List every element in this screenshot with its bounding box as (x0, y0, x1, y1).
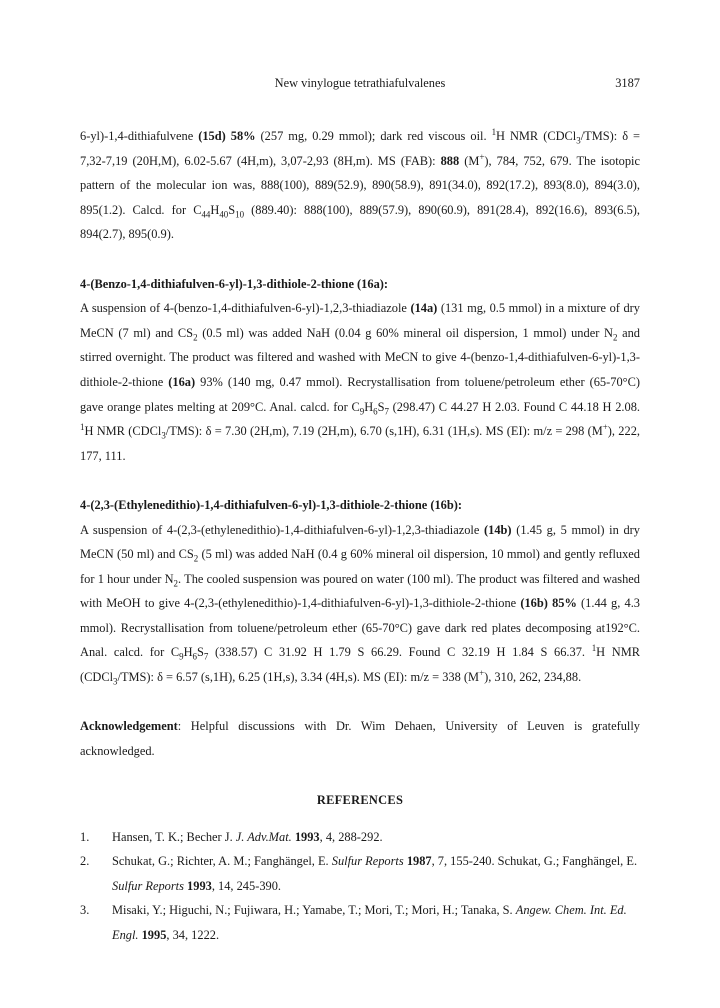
references-title: REFERENCES (316, 793, 404, 808)
reference-item: 1. Hansen, T. K.; Becher J. J. Adv.Mat. 1993, 4, 288-292. (80, 829, 383, 844)
paragraph-16a: A suspension of 4-(benzo-1,4-dithiafulven-6-yl)-1,2,3-thiadiazole (14a) (131 mg, 0.5 mmol) in a mixture of dry MeCN (7 ml) and $CS_2$ (0.5 ml) was added NaH (0.04 g 60% mineral oil dispersion, 1 mmol) under $N_2$ and stirred overnight. The product was filtered and washed with MeCN to give 4-(benzo-1,4-dithiafulven-6-yl)-1,3-dithiole-2-thione (16a) 93% (140 mg, 0.47 mmol). Recrystallisation from toluene/petroleum ether (65-70°C) gave orange plates melting at 209°C. Anal. calcd. for $C_9H_6S_7$ (298.47) C 44.27 H 2.03. Found C 44.18 H 2.08. $^1$H NMR (CDCl$_3$/TMS): δ = 7.30 (2H,m), 7.19 (2H,m), 6.70 (s,1H), 6.31 (1H,s). MS (EI): m/z = 298 (M+), 222, 177, 111. (80, 301, 640, 463)
heading-16b: 4-(2,3-(Ethylenedithio)-1,4-dithiafulven-6-yl)-1,3-dithiole-2-thione (16b): (80, 497, 463, 512)
page-number: 3187 (615, 76, 640, 90)
reference-item: 3. Misaki, Y.; Higuchi, N.; Fujiwara, H.; Yamabe, T.; Mori, T.; Mori, H.; Tanaka, S. Angew. Chem. Int. Ed. Engl. 1995, 34, 1222. (80, 903, 627, 942)
heading-16a: 4-(Benzo-1,4-dithiafulven-6-yl)-1,3-dithiole-2-thione (16a): (80, 276, 389, 291)
paragraph-16b: A suspension of 4-(2,3-(ethylenedithio)-1,4-dithiafulven-6-yl)-1,2,3-thiadiazole (14b) (1.45 g, 5 mmol) in dry MeCN (50 ml) and $CS_2$ (5 ml) was added NaH (0.4 g 60% mineral oil dispersion, 10 mmol) and gently refluxed for 1 hour under $N_2$. The cooled suspension was poured on water (100 ml). The product was filtered and washed with MeOH to give 4-(2,3-(ethylenedithio)-1,4-dithiafulven-6-yl)-1,3-dithiole-2-thione (16b) 85% (1.44 g, 4.3 mmol). Recrystallisation from toluene/petroleum ether (65-70°C) gave dark red plates decomposing at192°C. Anal. calcd. for $C_9H_6S_7$ (338.57) C 31.92 H 1.79 S 66.29. Found C 32.19 H 1.84 S 66.37. $^1$H NMR (CDCl$_3$/TMS): δ = 6.57 (s,1H), 6.25 (1H,s), 3.34 (4H,s). MS (EI): m/z = 338 (M+), 310, 262, 234,88. (80, 522, 640, 687)
running-header (80, 76, 640, 92)
paragraph-15d: 6-yl)-1,4-dithiafulvene (15d) 58% (257 mg, 0.29 mmol); dark red viscous oil. $^1$H NMR (CDCl$_3$/TMS): δ = 7,32-7,19 (20H,M), 6.02-5.67 (4H,m), 3,07-2,93 (8H,m). MS (FAB): 888 (M+), 784, 752, 679. The isotopic pattern of the molecular ion was, 888(100), 889(52.9), 890(58.9), 891(34.0), 892(17.2), 893(8.0), 894(3.0), 895(1.2). Calcd. for $C_{44}H_{40}S_{10}$ (889.40): 888(100), 889(57.9), 890(60.9), 891(28.4), 892(16.6), 893(6.5), 894(2.7), 895(0.9). (80, 126, 641, 242)
acknowledgement: Acknowledgement: Helpful discussions with Dr. Wim Dehaen, University of Leuven is gratefully acknowledged. (80, 719, 640, 758)
acknowledgement-label: Acknowledgement (80, 719, 178, 734)
article-body (80, 124, 640, 948)
reference-item: 2. Schukat, G.; Richter, A. M.; Fanghängel, E. Sulfur Reports 1987, 7, 155-240. Schukat, G.; Fanghängel, E. Sulfur Reports 1993, 14, 245-390. (80, 854, 638, 893)
running-title: New vinylogue tetrathiafulvalenes (274, 76, 446, 90)
